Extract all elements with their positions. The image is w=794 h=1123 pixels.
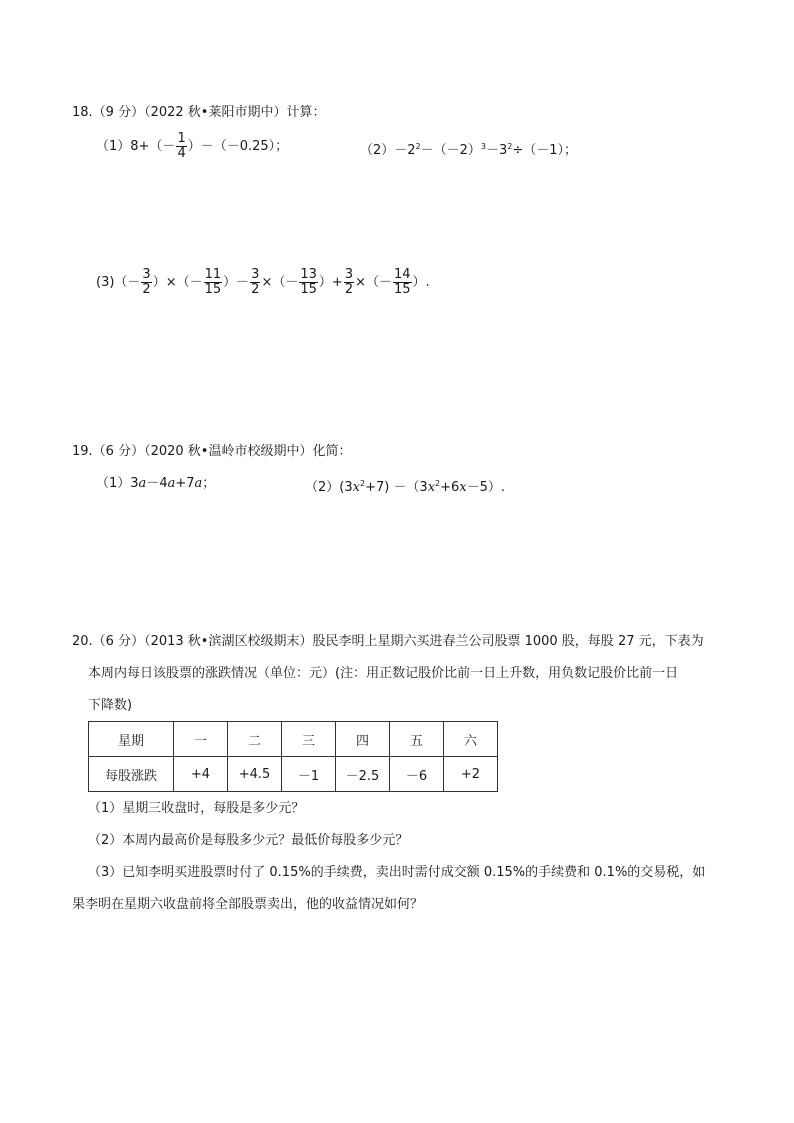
table-header-row [89,722,498,757]
q20-sub-3a: （3）已知李明买进股票时付了 0.15%的手续费，卖出时需付成交额 0.15%的手续费和 0.1%的交易税，如 [88,865,706,880]
frac-denominator: 15 [204,282,222,297]
q18-p2-text: ÷（－1）； [512,143,578,158]
q19-p1-text: －4 [146,476,168,491]
q18-p3-text: ×（－ [355,275,392,290]
q18-part2 [360,137,577,161]
q18-header: 18.（9 分）（2022 秋•莱阳市期中）计算： [72,105,326,120]
q19-part2 [305,474,505,498]
table-cell: +4 [174,757,228,792]
table-cell: －6 [390,757,444,792]
q20-sub-1: （1）星期三收盘时，每股是多少元？ [88,801,305,816]
variable: a [167,476,176,491]
exponent: 2 [415,142,421,151]
q19-p1-text: （1）3 [96,476,139,491]
table-cell: －1 [282,757,336,792]
fraction [393,268,412,297]
variable: x [352,480,360,495]
q18-p1-prefix: （1）8+（－ [96,139,176,154]
q20-line-3: 下降数) [88,698,133,713]
exponent: 2 [359,479,366,488]
q18-p3-text: ）. [412,275,430,290]
variable: x [459,480,467,495]
q19-p2-text: +7) －（3 [365,480,428,495]
table-cell: －2.5 [336,757,390,792]
table-cell: +4.5 [228,757,282,792]
table-cell: 星期 [89,722,174,757]
frac-denominator: 15 [300,282,317,297]
q19-p1-text: ； [202,476,216,491]
q18-part3 [96,268,430,297]
q19-header: 19.（6 分）（2020 秋•温岭市校级期中）化简： [72,444,352,459]
frac-denominator: 15 [394,282,411,297]
q18-p2-text: －（－2） [420,143,481,158]
frac-numerator: 3 [142,267,151,282]
table-cell: 六 [444,722,498,757]
q20-line-1: 20.（6 分）（2013 秋•滨湖区校级期末）股民李明上星期六买进春兰公司股票 1000 股，每股 27 元，下表为 [72,634,704,649]
frac-denominator: 2 [344,282,354,297]
q19-p1-text: +7 [175,476,195,491]
fraction [299,268,318,297]
stock-change-table [88,721,498,792]
q19-part1 [96,474,215,494]
q18-p1-suffix: ）－（－0.25）； [187,139,289,154]
fraction [141,268,151,297]
variable: a [194,476,203,491]
frac-numerator: 1 [177,131,186,146]
table-row [89,757,498,792]
q18-p3-text: ）×（－ [152,275,203,290]
variable: a [138,476,147,491]
table-cell: 四 [336,722,390,757]
exponent: 2 [435,479,441,488]
q19-p2-text: －5）. [466,480,506,495]
table-cell: 三 [282,722,336,757]
variable: x [427,480,436,495]
q18-p3-text: ×（－ [261,275,299,290]
exponent: 3 [480,142,487,151]
frac-denominator: 2 [142,282,151,297]
q19-p2-text: +6 [440,480,460,495]
exponent: 2 [507,142,513,151]
frac-denominator: 4 [177,146,186,161]
frac-numerator: 11 [204,267,222,282]
q18-p2-text: （2）－2 [360,143,416,158]
table-cell: 二 [228,722,282,757]
frac-numerator: 3 [251,267,260,282]
fraction [176,132,186,161]
q18-part1 [96,132,288,161]
q20-line-2: 本周内每日该股票的涨跌情况（单位：元）(注：用正数记股价比前一日上升数，用负数记股价比前一日 [88,666,679,681]
table-cell: 一 [174,722,228,757]
frac-numerator: 3 [344,267,354,282]
q18-p2-text: －3 [486,143,508,158]
table-cell: 每股涨跌 [89,757,174,792]
table-cell: 五 [390,722,444,757]
frac-numerator: 13 [300,267,317,282]
q20-sub-3b: 果李明在星期六收盘前将全部股票卖出，他的收益情况如何？ [72,897,424,912]
fraction [344,268,354,297]
q19-p2-text: （2）(3 [305,480,353,495]
frac-denominator: 2 [251,282,260,297]
frac-numerator: 14 [394,267,411,282]
fraction [250,268,260,297]
table-cell: +2 [444,757,498,792]
q18-p3-text: ）－ [223,275,250,290]
q20-sub-2: （2）本周内最高价是每股多少元？最低价每股多少元？ [88,833,409,848]
fraction [204,268,223,297]
q18-p3-text: ）+ [318,275,343,290]
q18-p3-text: (3)（－ [96,275,141,290]
